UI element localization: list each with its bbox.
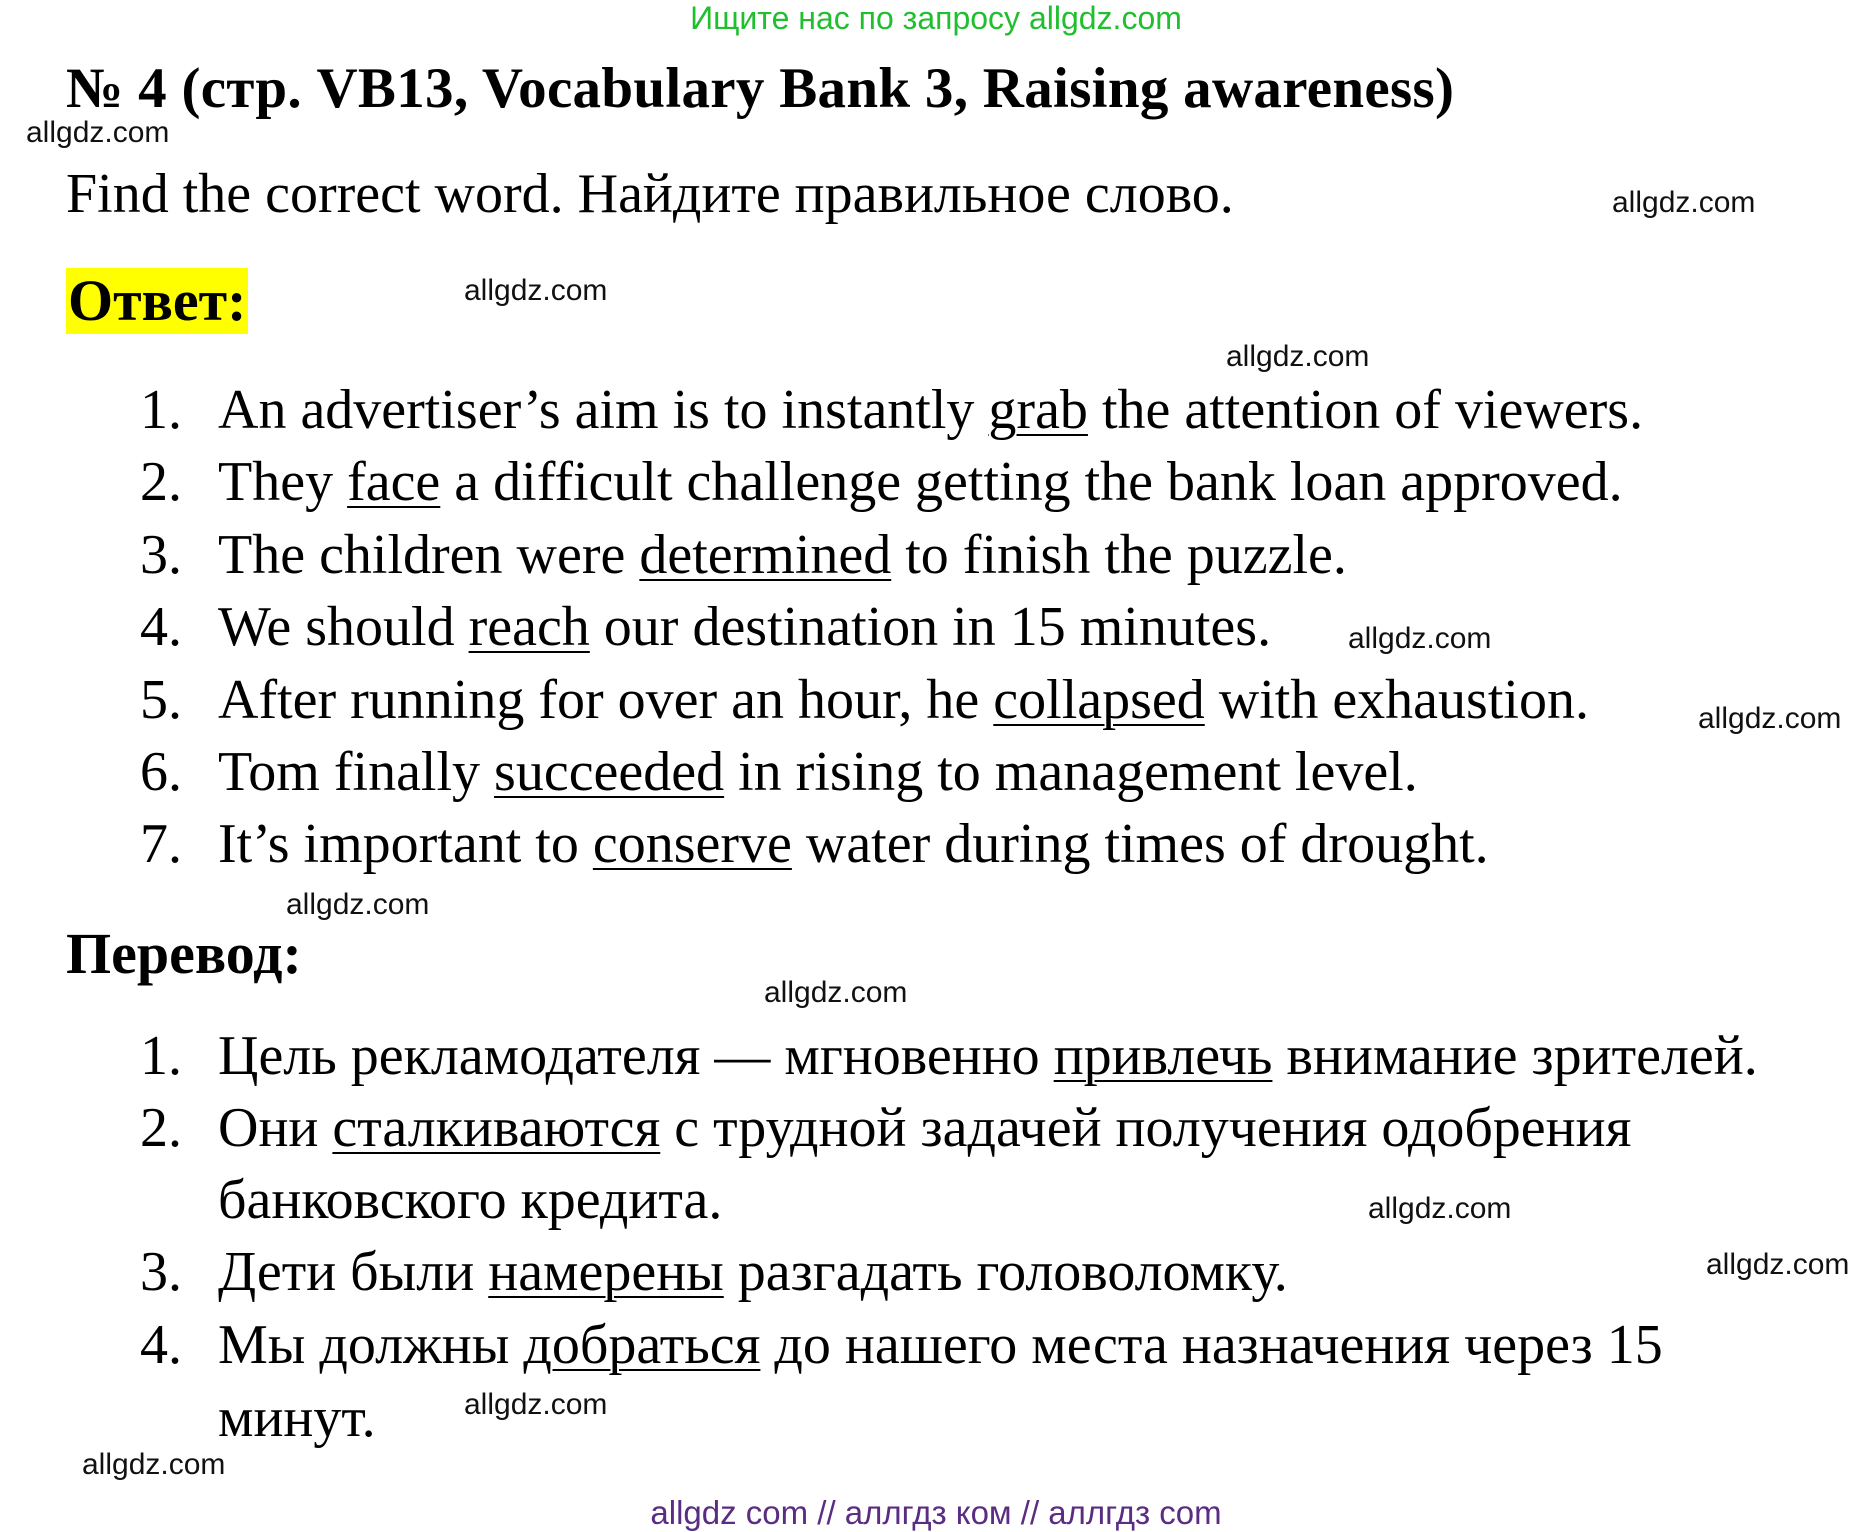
item-text: Дети были намерены разгадать головоломку. bbox=[218, 1241, 1288, 1303]
answer-word: collapsed bbox=[993, 669, 1205, 731]
item-text: The children were determined to finish the puzzle. bbox=[218, 524, 1347, 586]
exercise-instruction: Find the correct word. Найдите правильное слово. bbox=[66, 163, 1234, 225]
watermark: allgdz.com bbox=[1226, 340, 1370, 373]
watermark: allgdz.com bbox=[464, 274, 608, 307]
watermark: allgdz.com bbox=[26, 116, 170, 149]
item-text: Цель рекламодателя — мгновенно привлечь внимание зрителей. bbox=[218, 1025, 1758, 1087]
item-number: 2. bbox=[140, 1097, 182, 1159]
translated-word: привлечь bbox=[1053, 1025, 1273, 1087]
watermark: allgdz.com bbox=[1706, 1248, 1850, 1281]
answer-word: face bbox=[347, 451, 441, 513]
item-text: We should reach our destination in 15 minutes. bbox=[218, 596, 1272, 658]
watermark: allgdz.com bbox=[1348, 622, 1492, 655]
item-text: минут. bbox=[218, 1387, 376, 1449]
item-text: банковского кредита. bbox=[218, 1169, 723, 1231]
item-text: An advertiser’s aim is to instantly grab the attention of viewers. bbox=[218, 379, 1644, 441]
item-number: 3. bbox=[140, 524, 182, 586]
answer-label: Ответ: bbox=[68, 268, 247, 333]
item-number: 1. bbox=[140, 379, 182, 441]
translation-label: Перевод: bbox=[66, 921, 302, 986]
item-text: It’s important to conserve water during times of drought. bbox=[218, 813, 1489, 875]
item-text: Они сталкиваются с трудной задачей получения одобрения bbox=[218, 1097, 1632, 1159]
item-number: 4. bbox=[140, 1314, 182, 1376]
watermark: allgdz.com bbox=[1612, 186, 1756, 219]
watermark: allgdz.com bbox=[1698, 702, 1842, 735]
item-number: 7. bbox=[140, 813, 182, 875]
answer-word: reach bbox=[468, 596, 590, 658]
item-number: 5. bbox=[140, 669, 182, 731]
item-text: Мы должны добраться до нашего места назначения через 15 bbox=[218, 1314, 1663, 1376]
answer-word: conserve bbox=[592, 813, 792, 875]
item-number: 3. bbox=[140, 1241, 182, 1303]
item-number: 1. bbox=[140, 1025, 182, 1087]
top-banner-link[interactable]: Ищите нас по запросу allgdz.com bbox=[690, 0, 1182, 36]
item-number: 4. bbox=[140, 596, 182, 658]
answer-word: grab bbox=[988, 379, 1088, 441]
item-number: 6. bbox=[140, 741, 182, 803]
item-text: They face a difficult challenge getting the bank loan approved. bbox=[218, 451, 1623, 513]
watermark: allgdz.com bbox=[464, 1388, 608, 1421]
item-text: After running for over an hour, he collapsed with exhaustion. bbox=[218, 669, 1589, 731]
translated-word: сталкиваются bbox=[332, 1097, 661, 1159]
watermark: allgdz.com bbox=[82, 1448, 226, 1481]
watermark: allgdz.com bbox=[1368, 1192, 1512, 1225]
item-number: 2. bbox=[140, 451, 182, 513]
watermark: allgdz.com bbox=[764, 976, 908, 1009]
watermark: allgdz.com bbox=[286, 888, 430, 921]
answer-word: succeeded bbox=[494, 741, 725, 803]
translated-word: добраться bbox=[523, 1314, 761, 1376]
translated-word: намерены bbox=[488, 1241, 724, 1303]
exercise-title: № 4 (стр. VB13, Vocabulary Bank 3, Raising awareness) bbox=[66, 57, 1455, 120]
item-text: Tom finally succeeded in rising to management level. bbox=[218, 741, 1418, 803]
bottom-banner-link[interactable]: allgdz com // аллгдз ком // аллгдз com bbox=[650, 1494, 1222, 1531]
answer-word: determined bbox=[639, 524, 892, 586]
